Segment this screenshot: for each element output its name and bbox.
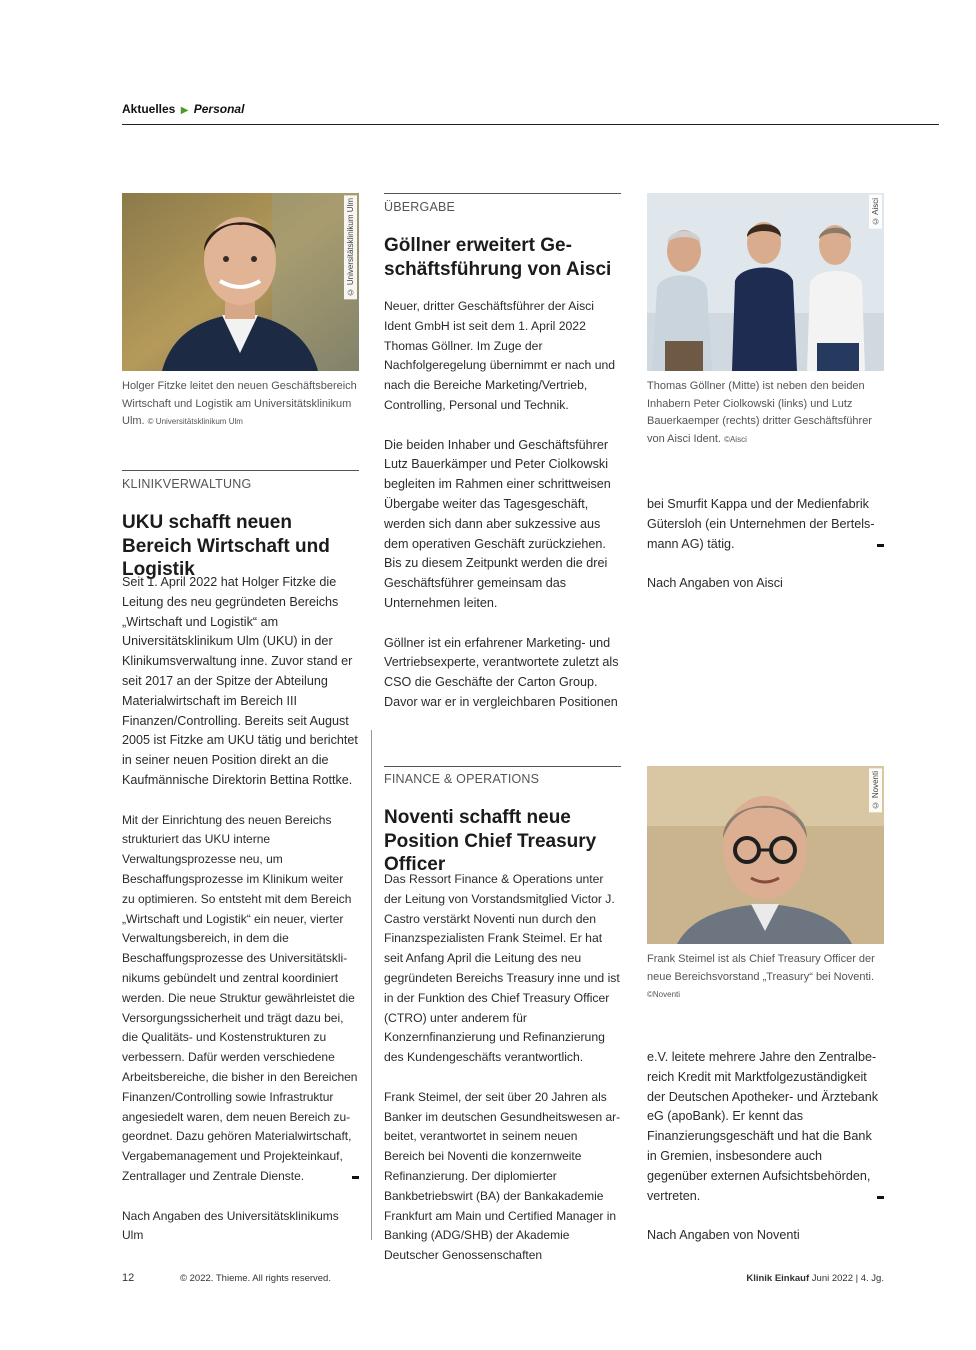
- footer-separator: |: [855, 1273, 859, 1284]
- fitzke-portrait-image: [122, 193, 359, 371]
- steimel-portrait-image: [647, 766, 884, 944]
- end-mark-icon: [877, 1196, 884, 1199]
- aisci-caption: [647, 378, 884, 448]
- aisci-body: [384, 297, 621, 713]
- noventi-body: [384, 870, 621, 1266]
- journal-info: [746, 1273, 884, 1284]
- aisci-continuation-text: bei Smurfit Kappa und der Medienfabrik Gütersloh (ein Unternehmen der Bertelsmann AG) tätig.: [647, 497, 875, 551]
- noventi-headline: Noventi schafft neue Position Chief Treasury Officer: [384, 807, 597, 875]
- uku-paragraph-1: Seit 1. April 2022 hat Holger Fitzke die Leitung des neu gegründeten Bereichs „Wirtschaft und Logistik“ am Universitätsklinikum Ulm (UKU) in der Klinikumsverwaltung inne. Zuvor stand er seit 2017 an der Spitze der Abteilung Materialwirtschaft im Bereich III Finanzen/Controlling. Bereits seit August 2005 ist Fitzke am UKU tätig und berichtet in seiner neuen Position direkt an die Kaufmännische Direktorin Bettina Rottke.: [122, 575, 358, 787]
- caption-credit: ©Noventi: [647, 990, 681, 999]
- section-rule: [384, 766, 621, 767]
- noventi-kicker: FINANCE & OPERATIONS: [384, 772, 540, 786]
- uku-paragraph-2-text: Mit der Einrichtung des neuen Bereichs strukturiert das UKU interne Verwaltungsprozesse neu, um Beschaffungsprozesse im Klinikum weiter zu optimieren. So entsteht mit dem Bereich „Wirtschaft und Logistik“ ein neuer, vierter Verwaltungsbereich, in dem die Beschaffungsprozesse des Universitätsklinikums gebündelt und zentral koordiniert werden. Die neue Struktur gewährleistet die Versorgungssicherheit und trägt dazu bei, die Qualitäts- und Kostenstrukturen zu verbessern. Dafür werden verschiedene Arbeitsbereiche, die bisher in den Bereichen Finanzen/Controlling sowie Infrastruktur angesiedelt waren, dem neuen Bereich zugeordnet. Dazu gehören Materialwirtschaft, Vergabemanagement und Projekteinkauf, Zentrallager und Zentrale Dienste.: [122, 812, 358, 1183]
- volume: 4. Jg.: [860, 1273, 884, 1284]
- noventi-continuation-text: e.V. leitete mehrere Jahre den Zentralbereich Kredit mit Marktfolgezuständigkeit der Deutschen Apotheker- und Ärztebank eG (apoBank). Er kennt das Finanzierungsgeschäft und hat die Bank in Gremien, insbesondere auch gegenüber externen Aufsichtsbehörden, vertreten.: [647, 1050, 879, 1203]
- header-divider: [122, 124, 939, 125]
- column-divider: [371, 730, 372, 1240]
- noventi-paragraph-3: [647, 1048, 884, 1206]
- aisci-paragraph-2: Die beiden Inhaber und Geschäftsführer Lutz Bauerkämper und Peter Ciolkowski begleiten im Rahmen einer schrittweisen Übergabe weiter das Tagesgeschäft, werden sich dann aber sukzessive aus dem operativen Geschäft zurückziehen. Bis zu diesem Zeitpunkt werden die drei Geschäftsführer gemeinsam das Unternehmen leiten.: [384, 437, 611, 610]
- header-subsection: Personal: [193, 102, 245, 116]
- steimel-portrait-photo: [647, 766, 884, 944]
- noventi-paragraph-1: Das Ressort Finance & Operations unter der Leitung von Vorstandsmitglied Victor J. Castro verstärkt Noventi nun durch den Finanzspezialisten Frank Steimel. Er hat seit Anfang April die Leitung des neu gegründeten Bereichs Treasury inne und ist in der Funktion des Chief Treasury Officer (CTRO) unter anderem für Konzernfinanzierung und Refinanzierung des Kundengeschäfts verantwortlich.: [384, 872, 620, 1065]
- steimel-caption: [647, 951, 884, 1004]
- section-rule: [384, 193, 621, 194]
- aisci-team-photo: [647, 193, 884, 371]
- copyright-notice: © 2022. Thieme. All rights reserved.: [180, 1273, 331, 1284]
- issue-date: Juni 2022: [811, 1273, 853, 1284]
- aisci-continuation: [647, 495, 884, 594]
- uku-headline: UKU schafft neuen Bereich Wirtschaft und Logistik: [122, 512, 330, 580]
- header-section: Aktuelles: [122, 102, 176, 116]
- section-rule: [122, 470, 359, 471]
- aisci-source: Nach Angaben von Aisci: [647, 576, 783, 591]
- noventi-source: Nach Angaben von Noventi: [647, 1228, 800, 1243]
- end-mark-icon: [352, 1176, 359, 1179]
- uku-body: [122, 573, 359, 1246]
- end-mark-icon: [877, 544, 884, 547]
- running-header: [122, 102, 244, 116]
- caption-text: Holger Fitzke leitet den neuen Geschäftsbereich Wirtschaft und Logistik am Universitätsklinikum Ulm.: [122, 380, 357, 427]
- aisci-headline: Göllner erweitert Geschäftsführung von Aisci: [384, 235, 612, 280]
- aisci-kicker: ÜBERGABE: [384, 200, 456, 214]
- photo-credit: © Aisci: [869, 195, 882, 229]
- aisci-paragraph-3: Göllner ist ein erfahrener Marketing- und Vertriebsexperte, verantwortete zuletzt als CSO die Geschäfte der Carton Group. Davor war er in vergleichbaren Positionen: [384, 635, 619, 709]
- uku-paragraph-2: [122, 811, 359, 1187]
- uku-source: Nach Angaben des Universitätsklinikums Ulm: [122, 1208, 339, 1243]
- caption-text: Frank Steimel ist als Chief Treasury Officer der neue Bereichsvorstand „Treasury“ bei Noventi.: [647, 953, 875, 983]
- fitzke-portrait-photo: [122, 193, 359, 371]
- caption-text: Thomas Göllner (Mitte) ist neben den beiden Inhabern Peter Ciolkowski (links) und Lutz Bauerkaemper (rechts) dritter Geschäftsführer von Aisci Ident.: [647, 380, 872, 445]
- caption-credit: © Universitätsklinikum Ulm: [147, 417, 243, 426]
- photo-credit: © Universitätsklinikum Ulm: [344, 195, 357, 299]
- arrow-right-icon: ▶: [180, 105, 189, 116]
- page-number: 12: [122, 1272, 135, 1284]
- noventi-continuation: [647, 1048, 884, 1246]
- aisci-paragraph-1: Neuer, dritter Geschäftsführer der Aisci Ident GmbH ist seit dem 1. April 2022 Thomas Göllner. Im Zuge der Nachfolgeregelung übernimmt er nach und nach die Bereiche Marketing/Vertrieb, Controlling, Personal und Technik.: [384, 299, 616, 412]
- fitzke-caption: [122, 378, 359, 431]
- aisci-team-image: [647, 193, 884, 371]
- photo-credit: © Noventi: [869, 768, 882, 812]
- journal-name: Klinik Einkauf: [746, 1273, 810, 1284]
- uku-kicker: KLINIKVERWALTUNG: [122, 477, 252, 491]
- caption-credit: ©Aisci: [724, 434, 747, 444]
- noventi-paragraph-2: Frank Steimel, der seit über 20 Jahren als Banker im deutschen Gesundheitswesen arbeitet, verantwortet in seinem neuen Bereich bei Noventi die konzernweite Refinanzierung. Der diplomierter Bankbetriebswirt (BA) der Bankakademie Frankfurt am Main und Certified Manager in Banking (ADG/SHB) der Akademie Deutscher Genossenschaften: [384, 1089, 621, 1263]
- aisci-paragraph-4: [647, 495, 884, 554]
